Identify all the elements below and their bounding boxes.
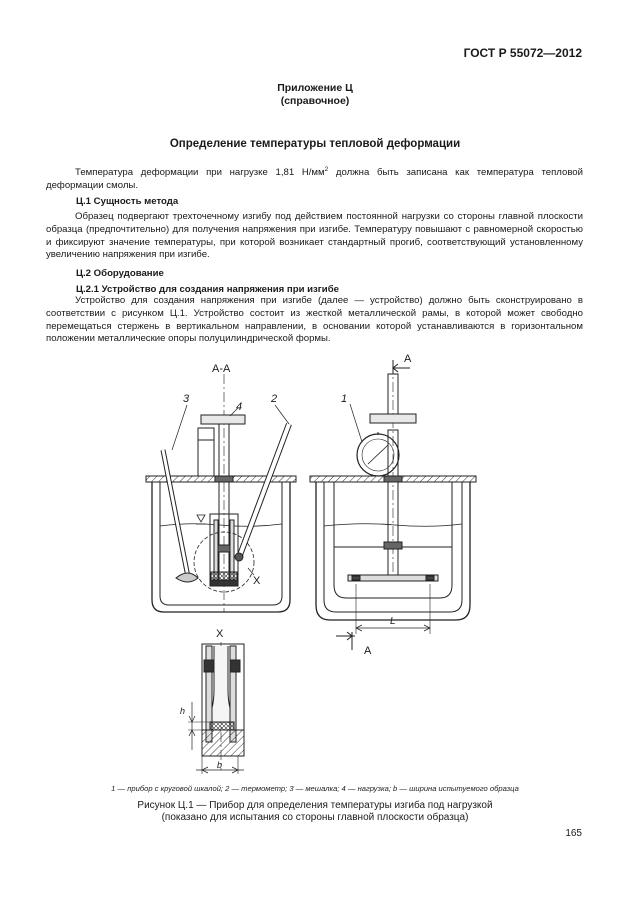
intro-text-rest: должна быть записана как температура тепловой деформации смолы. — [46, 167, 583, 191]
label-4: 4 — [236, 401, 243, 413]
section-2-1-heading: Ц.2.1 Устройство для создания напряжения при изгибе — [76, 284, 339, 295]
section-view-left — [146, 374, 296, 612]
label-l: L — [390, 616, 396, 627]
section-2-heading: Ц.2 Оборудование — [76, 268, 164, 279]
label-b: b — [217, 760, 223, 770]
standard-number: ГОСТ Р 55072—2012 — [463, 46, 582, 60]
figure-caption — [0, 800, 630, 824]
section-1-text: Образец подвергают трехточечному изгибу под действием постоянной нагрузки со стороны главной плоскости образца (предпочтительно) для получения напряжения при изгибе. Температуру повышают с равномерной скоростью и фиксируют значение температуры, при которой возникает стандартный прогиб, соответствующий установленному увеличению напряжения при изгибе. — [46, 211, 583, 261]
label-section-aa: А-А — [212, 363, 231, 375]
figure-caption-line-1: Рисунок Ц.1 — Прибор для определения температуры изгиба под нагрузкой — [137, 800, 493, 811]
apparatus-figure — [0, 350, 630, 782]
label-a-bottom: А — [364, 645, 372, 657]
intro-superscript: 2 — [324, 166, 329, 173]
intro-text: Температура деформации при нагрузке 1,81 Н/мм — [75, 167, 325, 179]
detail-x — [188, 642, 244, 774]
section-2-1-text: Устройство для создания напряжения при изгибе (далее — устройство) должно быть сконструировано в соответствии с рисунком Ц.1. Устройство состоит из жесткой металлической рамы, в которой может свободно перемещаться стержень в вертикальном направлении, в основании которой устанавливаются в горизонтальном положении металлические опоры полуцилиндрической формы. — [46, 295, 583, 345]
label-3: 3 — [183, 393, 190, 405]
annex-title: Приложение Ц — [277, 82, 353, 94]
label-1: 1 — [341, 393, 348, 405]
label-h: h — [180, 706, 186, 716]
label-a-top: А — [404, 353, 412, 365]
intro-paragraph — [46, 164, 583, 193]
document-title: Определение температуры тепловой деформации — [169, 138, 461, 150]
page-number: 165 — [565, 828, 582, 839]
label-x: X — [253, 575, 261, 587]
label-2: 2 — [271, 393, 278, 405]
figure-legend: 1 — прибор с круговой шкалой; 2 — термометр; 3 — мешалка; 4 — нагрузка; b — ширина испытуемого образца — [111, 784, 519, 793]
figure-caption-line-2: (показано для испытания со стороны главной плоскости образца) — [161, 812, 469, 823]
annex-heading — [0, 82, 630, 108]
section-1-heading: Ц.1 Сущность метода — [76, 196, 179, 207]
annex-type: (справочное) — [280, 95, 350, 107]
label-x-detail: X — [216, 628, 224, 640]
front-view-right — [310, 360, 476, 650]
